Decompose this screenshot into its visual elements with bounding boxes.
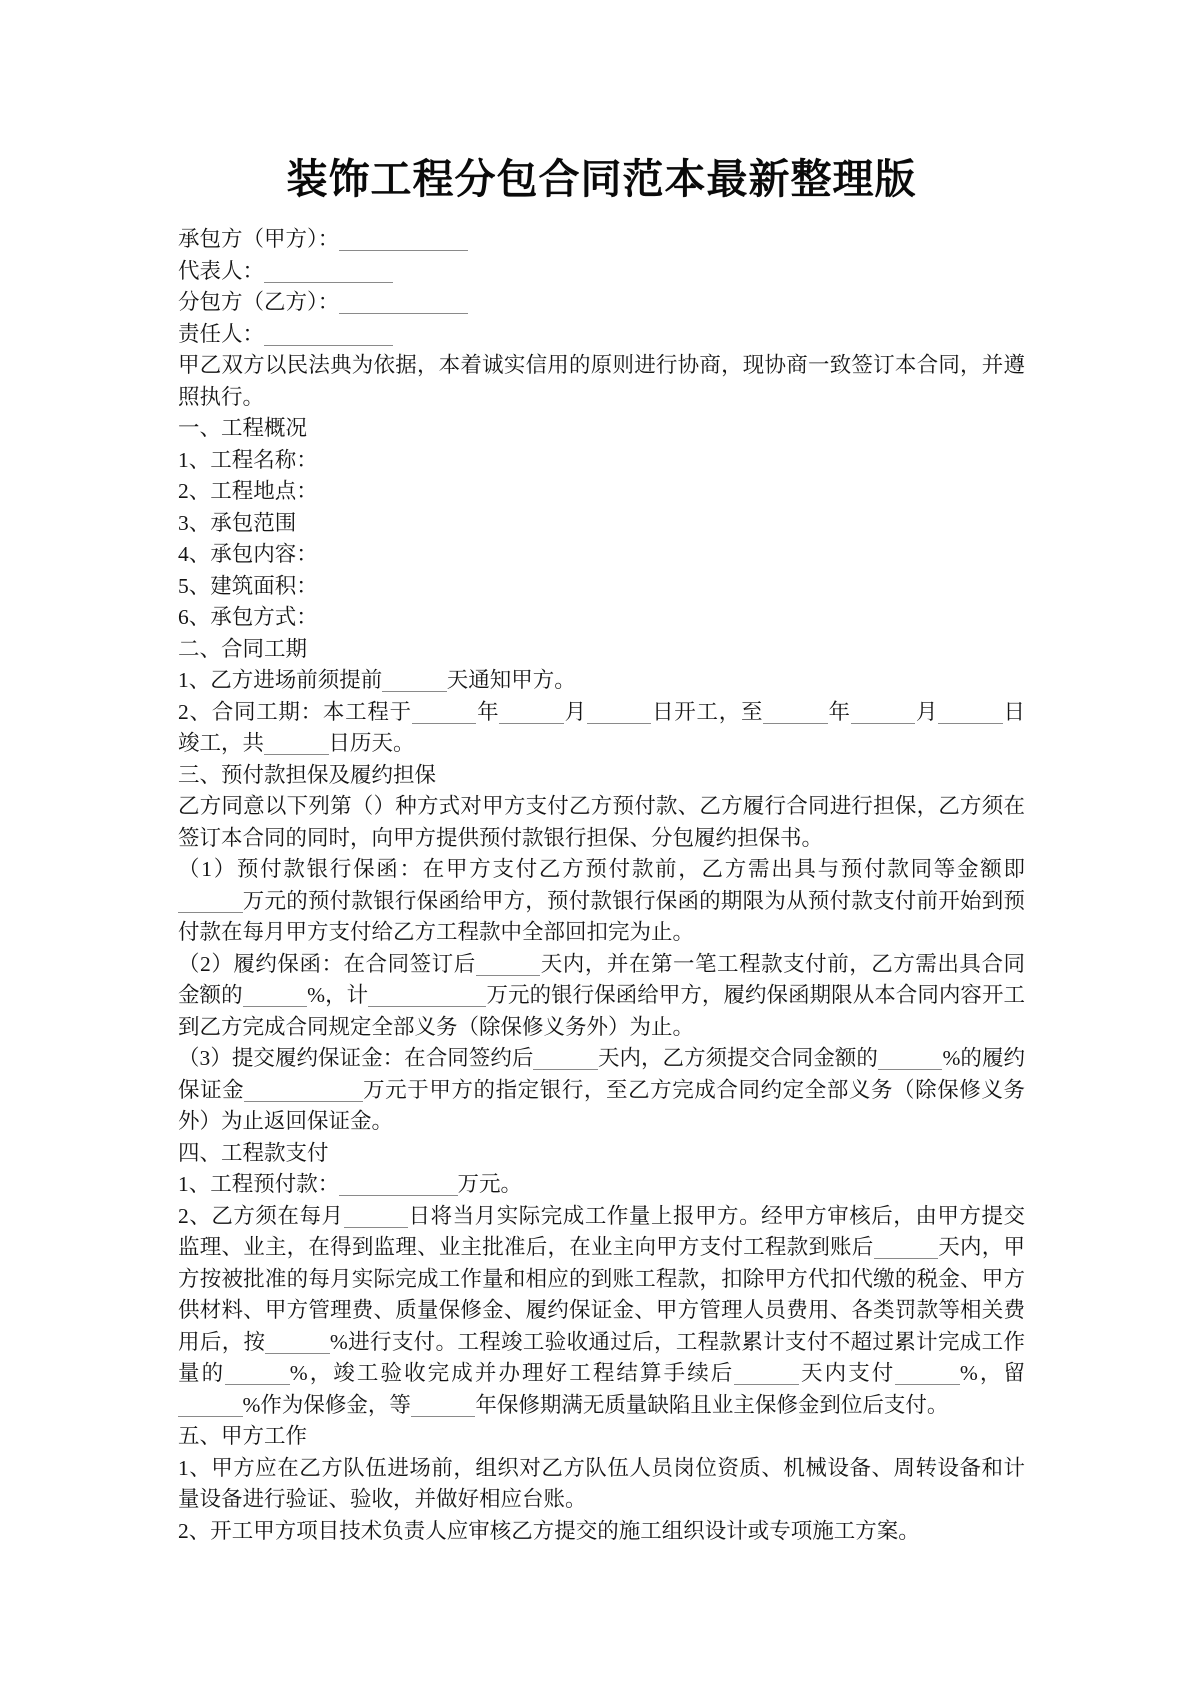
clause-paragraph: （2）履约保函：在合同签订后 天内，并在第一笔工程款支付前，乙方需出具合同金额的 %，计 万元的银行保函给甲方，履约保函期限从本合同内容开工到乙方完成合同规定全部义务（除保修义务外）为止。 xyxy=(178,951,1025,1039)
preamble-paragraph: 甲乙双方以民法典为依据，本着诚实信用的原则进行协商，现协商一致签订本合同，并遵照执行。 xyxy=(178,353,1025,409)
fill-in-blank xyxy=(533,1069,598,1070)
section-heading: 五、甲方工作 xyxy=(178,1424,308,1448)
section-heading: 二、合同工期 xyxy=(178,636,308,661)
fill-in-blank xyxy=(851,723,916,724)
fill-in-blank xyxy=(734,1384,799,1385)
fill-in-blank xyxy=(878,1069,943,1070)
section-heading: 四、工程款支付 xyxy=(178,1140,329,1165)
fill-in-blank xyxy=(382,691,447,692)
fill-in-blank xyxy=(344,1227,409,1228)
fill-in-blank xyxy=(874,1258,939,1259)
fill-in-blank xyxy=(264,754,329,755)
fill-in-blank xyxy=(264,345,393,346)
field-line: 分包方（乙方）： xyxy=(178,287,1025,319)
fill-in-blank xyxy=(339,250,468,251)
fill-in-blank xyxy=(412,723,477,724)
fill-in-blank xyxy=(895,1384,960,1385)
clause-paragraph: 4、承包内容： xyxy=(178,542,318,566)
clause-paragraph: 1、工程预付款： 万元。 xyxy=(178,1172,523,1196)
fill-in-blank xyxy=(339,1195,457,1196)
fill-in-blank xyxy=(225,1384,290,1385)
fill-in-blank xyxy=(264,282,393,283)
fill-in-blank xyxy=(178,1416,243,1417)
clause-paragraph: 3、承包范围 xyxy=(178,510,297,535)
document-body xyxy=(178,224,1025,1547)
fill-in-blank xyxy=(178,912,243,913)
document-title: 装饰工程分包合同范本最新整理版 xyxy=(286,156,917,202)
fill-in-blank xyxy=(763,723,828,724)
fill-in-blank xyxy=(265,1353,330,1354)
section-heading: 三、预付款担保及履约担保 xyxy=(178,762,437,787)
clause-paragraph: 1、甲方应在乙方队伍进场前，组织对乙方队伍人员岗位资质、机械设备、周转设备和计量设备进行验证、验收，并做好相应台账。 xyxy=(178,1455,1025,1511)
clause-paragraph: 1、乙方进场前须提前 天通知甲方。 xyxy=(178,668,576,692)
fill-in-blank xyxy=(587,723,652,724)
clause-paragraph: 5、建筑面积： xyxy=(178,573,318,598)
fill-in-blank xyxy=(244,1101,362,1102)
clause-paragraph: 2、工程地点： xyxy=(178,479,318,503)
clause-paragraph: 乙方同意以下列第（）种方式对甲方支付乙方预付款、乙方履行合同进行担保，乙方须在签订本合同的同时，向甲方提供预付款银行担保、分包履约担保书。 xyxy=(178,794,1025,850)
clause-paragraph: 2、合同工期：本工程于 年 月 日开工，至 年 月 日竣工，共 日历天。 xyxy=(178,699,1025,755)
section-heading: 一、工程概况 xyxy=(178,416,308,440)
clause-paragraph: 2、开工甲方项目技术负责人应审核乙方提交的施工组织设计或专项施工方案。 xyxy=(178,1518,920,1543)
fill-in-blank xyxy=(411,1416,476,1417)
clause-paragraph: 6、承包方式： xyxy=(178,605,318,629)
fill-in-blank xyxy=(476,975,541,976)
fill-in-blank xyxy=(368,1006,486,1007)
field-line: 责任人： xyxy=(178,319,1025,351)
fill-in-blank xyxy=(499,723,564,724)
field-line: 代表人： xyxy=(178,256,1025,288)
clause-paragraph: （1）预付款银行保函：在甲方支付乙方预付款前，乙方需出具与预付款同等金额即万元的预付款银行保函给甲方，预付款银行保函的期限为从预付款支付前开始到预付款在每月甲方支付给乙方工程款中全部回扣完为止。 xyxy=(178,857,1025,944)
fill-in-blank xyxy=(243,1006,308,1007)
fill-in-blank xyxy=(938,723,1003,724)
clause-paragraph: 1、工程名称： xyxy=(178,447,318,472)
fill-in-blank xyxy=(339,313,468,314)
field-line: 承包方（甲方）： xyxy=(178,224,1025,256)
clause-paragraph: （3）提交履约保证金：在合同签约后 天内，乙方须提交合同金额的 %的履约保证金 万元于甲方的指定银行，至乙方完成合同约定全部义务（除保修义务外）为止返回保证金。 xyxy=(178,1046,1025,1133)
clause-paragraph: 2、乙方须在每月 日将当月实际完成工作量上报甲方。经甲方审核后，由甲方提交监理、业主，在得到监理、业主批准后，在业主向甲方支付工程款到账后 天内，甲方按被批准的每月实际完成工作量和相应的到账工程款，扣除甲方代扣代缴的税金、甲方供材料、甲方管理费、质量保修金、履约保证金、甲方管理人员费用、各类罚款等相关费用后，按 %进行支付。工程竣工验收通过后，工程款累计支付不超过累计完成工作量的 %，竣工验收完成并办理好工程结算手续后 天内支付 %，留%作为保修金，等 年保修期满无质量缺陷且业主保修金到位后支付。 xyxy=(178,1203,1025,1417)
